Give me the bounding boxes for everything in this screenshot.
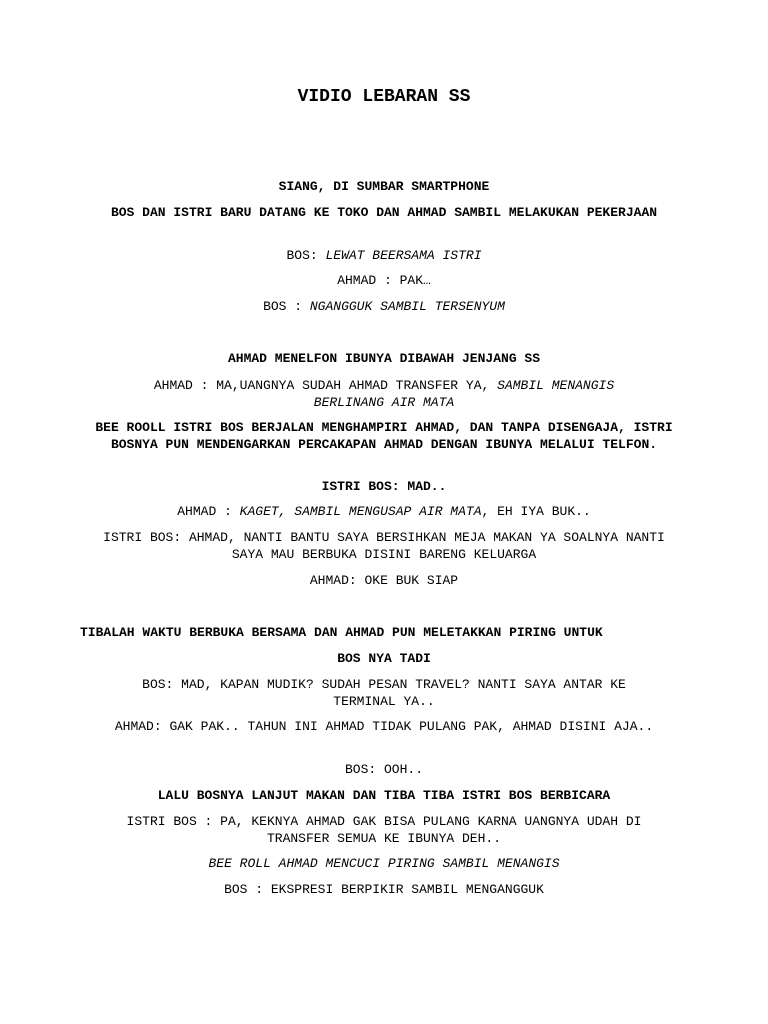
speech: AHMAD : MA,UANGNYA SUDAH AHMAD TRANSFER YA, bbox=[153, 378, 498, 393]
dialogue-line: ISTRI BOS : PA, KEKNYA AHMAD GAK BISA PULANG KARNA UANGNYA UDAH DI TRANSFER SEMUA KE IBUNYA DEH.. bbox=[126, 814, 642, 846]
dialogue-line: AHMAD : PAK… bbox=[337, 273, 431, 288]
action-line: BEE ROLL AHMAD MENCUCI PIRING SAMBIL MENANGIS bbox=[208, 856, 560, 871]
speaker: AHMAD : bbox=[177, 504, 240, 519]
dialogue-line: ISTRI BOS: MAD.. bbox=[321, 479, 447, 494]
dialogue-line: BOS: MAD, KAPAN MUDIK? SUDAH PESAN TRAVEL? NANTI SAYA ANTAR KE TERMINAL YA.. bbox=[142, 677, 626, 709]
dialogue-line: BOS: OOH.. bbox=[344, 762, 423, 777]
action-line: BOS NYA TADI bbox=[337, 651, 431, 666]
dialogue-line bbox=[90, 504, 678, 521]
direction: NGANGGUK SAMBIL TERSENYUM bbox=[309, 299, 505, 314]
dialogue-line bbox=[120, 378, 648, 411]
direction: LEWAT BEERSAMA ISTRI bbox=[325, 248, 482, 263]
speech: , EH IYA BUK.. bbox=[481, 504, 591, 519]
action-line: BEE ROOLL ISTRI BOS BERJALAN MENGHAMPIRI AHMAD, DAN TANPA DISENGAJA, ISTRI BOSNYA PUN MENDENGARKAN PERCAKAPAN AHMAD DENGAN IBUNYA MELALUI TELFON. bbox=[95, 420, 673, 452]
speaker: BOS : bbox=[263, 299, 310, 314]
action-line: LALU BOSNYA LANJUT MAKAN DAN TIBA TIBA ISTRI BOS BERBICARA bbox=[157, 788, 611, 803]
action-line: BOS DAN ISTRI BARU DATANG KE TOKO DAN AHMAD SAMBIL MELAKUKAN PEKERJAAN bbox=[110, 205, 658, 220]
direction: SAMBIL MENANGIS BERLINANG AIR MATA bbox=[313, 378, 615, 410]
dialogue-line: AHMAD: OKE BUK SIAP bbox=[309, 573, 459, 588]
dialogue-line bbox=[90, 248, 678, 265]
dialogue-line bbox=[90, 299, 678, 316]
dialogue-line: AHMAD: GAK PAK.. TAHUN INI AHMAD TIDAK PULANG PAK, AHMAD DISINI AJA.. bbox=[114, 719, 654, 734]
action-line: TIBALAH WAKTU BERBUKA BERSAMA DAN AHMAD PUN MELETAKKAN PIRING UNTUK bbox=[80, 625, 603, 640]
document-title: VIDIO LEBARAN SS bbox=[297, 87, 471, 107]
dialogue-line: ISTRI BOS: AHMAD, NANTI BANTU SAYA BERSIHKAN MEJA MAKAN YA SOALNYA NANTI SAYA MAU BERBUKA DISINI BARENG KELUARGA bbox=[103, 530, 665, 562]
direction: KAGET, SAMBIL MENGUSAP AIR MATA bbox=[239, 504, 482, 519]
speaker: BOS: bbox=[286, 248, 326, 263]
scene-heading: AHMAD MENELFON IBUNYA DIBAWAH JENJANG SS bbox=[227, 351, 541, 366]
scene-heading: SIANG, DI SUMBAR SMARTPHONE bbox=[278, 179, 490, 194]
dialogue-line: BOS : EKSPRESI BERPIKIR SAMBIL MENGANGGUK bbox=[224, 882, 544, 897]
